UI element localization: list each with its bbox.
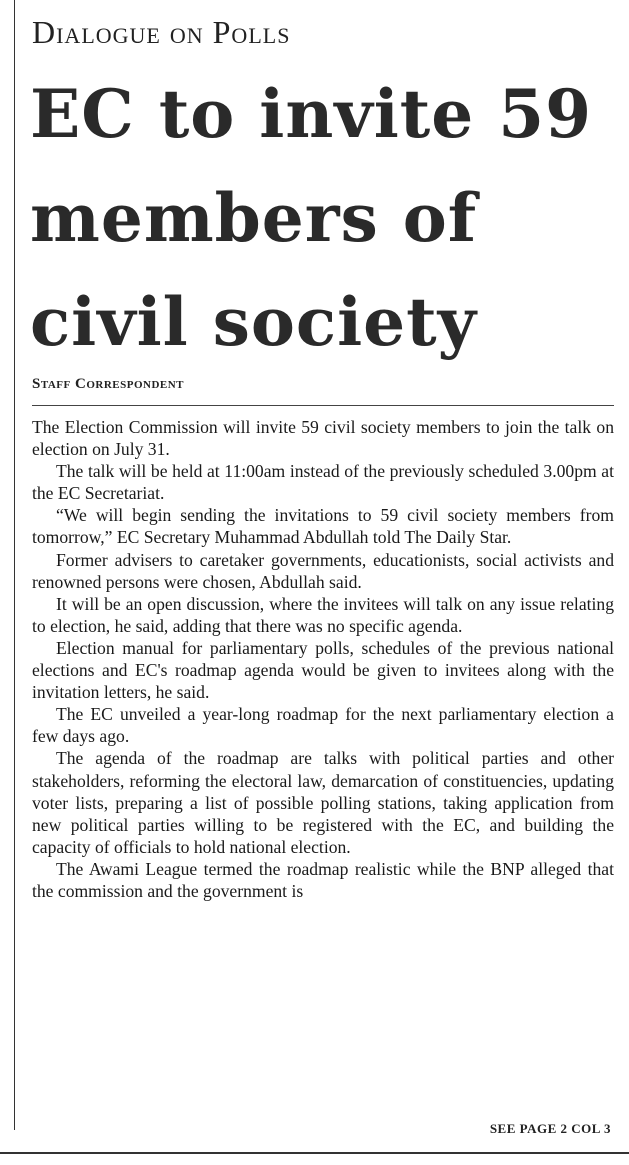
kicker: Dialogue on Polls [32,14,291,50]
paragraph: Former advisers to caretaker governments, educationists, social activists and renowned persons were chosen, Abdullah said. [32,549,614,592]
paragraph: “We will begin sending the invitations to 59 civil society members from tomorrow,” EC Secretary Muhammad Abdullah told The Daily Star. [32,505,614,548]
column-left-rule [14,0,15,1130]
paragraph: The agenda of the roadmap are talks with political parties and other stakeholders, reforming the electoral law, demarcation of constituencies, updating voter lists, preparing a list of possible polling stations, taking application from new political parties willing to be registered with the EC, and building the capacity of officials to hold national election. [32,748,614,857]
byline: Staff Correspondent [32,376,185,392]
byline-rule [32,405,614,406]
paragraph: The EC unveiled a year-long roadmap for the next parliamentary election a few days ago. [32,704,614,747]
paragraph: Election manual for parliamentary polls, schedules of the previous national elections and EC's roadmap agenda would be given to invitees along with the invitation letters, he said. [32,637,614,703]
continued-jump-line: SEE PAGE 2 COL 3 [489,1121,611,1136]
headline-line-3: civil society [30,283,477,361]
article-body [32,416,614,902]
paragraph: The talk will be held at 11:00am instead of the previously scheduled 3.00pm at the EC Secretariat. [32,461,614,504]
bottom-rule [0,1152,629,1154]
headline-line-2: members of [30,179,478,257]
headline-line-1: EC to invite 59 [30,75,593,153]
paragraph: The Awami League termed the roadmap realistic while the BNP alleged that the commission and the government is [32,858,614,901]
paragraph: The Election Commission will invite 59 civil society members to join the talk on election on July 31. [32,417,614,460]
paragraph: It will be an open discussion, where the invitees will talk on any issue relating to election, he said, adding that there was no specific agenda. [32,593,614,636]
headline [30,62,625,374]
